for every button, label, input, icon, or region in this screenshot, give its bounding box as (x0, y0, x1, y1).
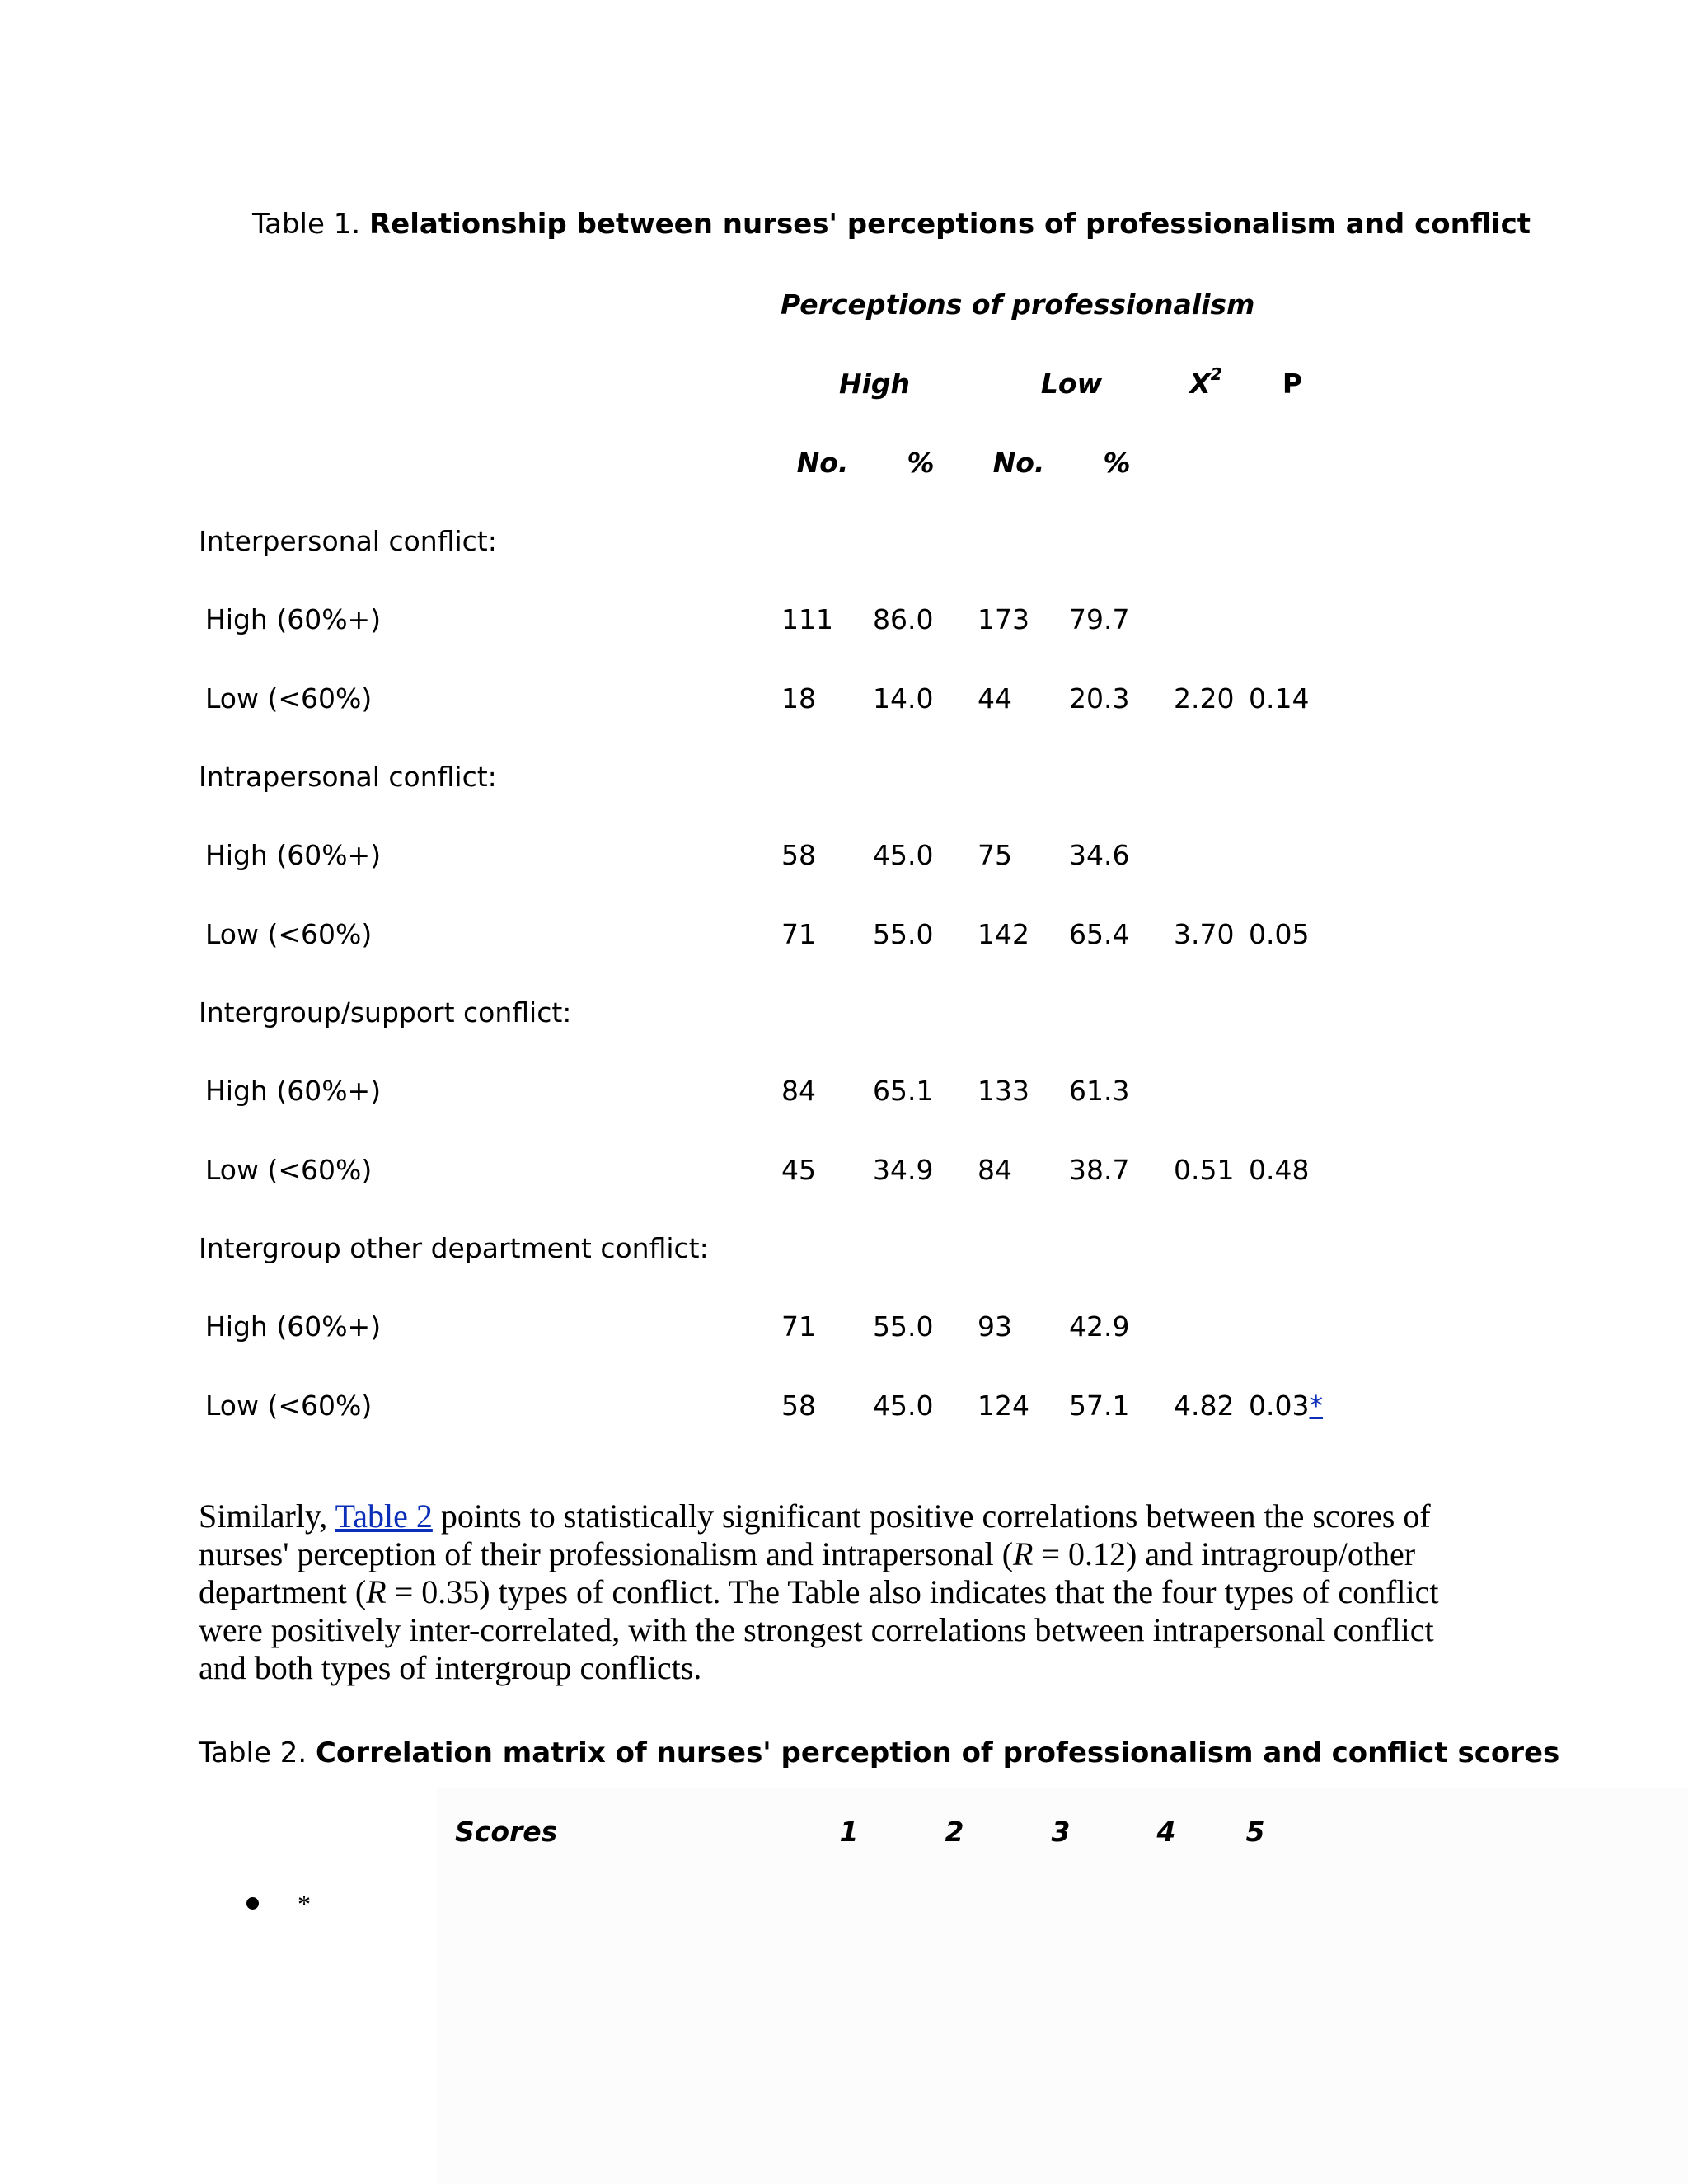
table1-caption (252, 208, 1531, 241)
table2-col-2: 2 (945, 1816, 964, 1848)
header-low-no: No. (992, 447, 1045, 479)
cell-high-no: 111 (781, 603, 833, 635)
table2-scores-header: Scores (455, 1816, 558, 1848)
cell-high-no: 18 (781, 682, 816, 715)
table2-col-4: 4 (1156, 1816, 1176, 1848)
bullet-icon (246, 1897, 259, 1910)
row-label: High (60%+) (205, 1310, 382, 1343)
cell-low-no: 84 (978, 1154, 1012, 1186)
paragraph-line: Similarly, Table 2 points to statistically significant positive correlations between the scores of (199, 1497, 1431, 1535)
table1-label: Table 1. (252, 208, 361, 241)
header-p: P (1282, 368, 1303, 400)
cell-low-no: 173 (978, 603, 1029, 635)
cell-low-no: 75 (978, 839, 1012, 871)
cell-high-pct: 34.9 (873, 1154, 934, 1186)
row-label: Low (<60%) (205, 1154, 373, 1186)
cell-high-pct: 45.0 (873, 839, 934, 871)
table2-col-5: 5 (1245, 1816, 1265, 1848)
cell-high-no: 71 (781, 1310, 816, 1343)
cell-chi: 2.20 (1174, 682, 1235, 715)
row-label: Low (<60%) (205, 682, 373, 715)
table2-title: Correlation matrix of nurses' perception of professionalism and conflict scores (315, 1736, 1560, 1769)
cell-p-value: 0.03 (1249, 1390, 1310, 1422)
section-title: Intrapersonal conflict: (199, 761, 497, 793)
cell-high-pct: 65.1 (873, 1075, 934, 1107)
cell-low-pct: 34.6 (1069, 839, 1130, 871)
cell-p: 0.48 (1249, 1154, 1310, 1186)
cell-chi: 0.51 (1174, 1154, 1235, 1186)
cell-p (1249, 1390, 1323, 1422)
section-title: Intergroup other department conflict: (199, 1232, 709, 1264)
table2-col-3: 3 (1051, 1816, 1071, 1848)
table2-caption (199, 1736, 1559, 1769)
row-label: High (60%+) (205, 603, 382, 635)
cell-low-pct: 61.3 (1069, 1075, 1130, 1107)
cell-low-no: 93 (978, 1310, 1012, 1343)
cell-low-pct: 79.7 (1069, 603, 1130, 635)
cell-high-no: 58 (781, 1390, 816, 1422)
row-label: High (60%+) (205, 1075, 382, 1107)
cell-p: 0.05 (1249, 918, 1310, 950)
section-title: Interpersonal conflict: (199, 525, 497, 557)
significance-footnote-link[interactable]: * (1309, 1390, 1323, 1422)
cell-low-pct: 42.9 (1069, 1310, 1130, 1343)
cell-low-pct: 57.1 (1069, 1390, 1130, 1422)
cell-high-no: 71 (781, 918, 816, 950)
cell-high-pct: 55.0 (873, 918, 934, 950)
cell-high-no: 58 (781, 839, 816, 871)
cell-high-no: 84 (781, 1075, 816, 1107)
table2-col-1: 1 (839, 1816, 859, 1848)
row-label: Low (<60%) (205, 1390, 373, 1422)
footnote-marker: * (298, 1889, 311, 1919)
header-chi-square: $X^2$ (1189, 364, 1222, 400)
cell-low-pct: 38.7 (1069, 1154, 1130, 1186)
cell-high-no: 45 (781, 1154, 816, 1186)
header-high-pct: % (907, 447, 935, 479)
cell-low-pct: 65.4 (1069, 918, 1130, 950)
cell-low-no: 142 (978, 918, 1029, 950)
section-title: Intergroup/support conflict: (199, 996, 572, 1029)
cell-low-pct: 20.3 (1069, 682, 1130, 715)
cell-low-no: 124 (978, 1390, 1029, 1422)
header-high: High (838, 368, 911, 400)
paragraph-line: nurses' perception of their professionalism and intrapersonal (R = 0.12) and intragroup/other (199, 1535, 1416, 1572)
header-high-no: No. (796, 447, 849, 479)
cell-high-pct: 55.0 (873, 1310, 934, 1343)
header-low: Low (1040, 368, 1103, 400)
header-low-pct: % (1103, 447, 1131, 479)
row-label: Low (<60%) (205, 918, 373, 950)
paragraph-line: and both types of intergroup conflicts. (199, 1649, 702, 1686)
cell-p: 0.14 (1249, 682, 1310, 715)
table2-label: Table 2. (199, 1736, 307, 1769)
cell-low-no: 133 (978, 1075, 1029, 1107)
cell-high-pct: 86.0 (873, 603, 934, 635)
table2-link[interactable]: Table 2 (335, 1497, 433, 1535)
cell-high-pct: 45.0 (873, 1390, 934, 1422)
cell-high-pct: 14.0 (873, 682, 934, 715)
row-label: High (60%+) (205, 839, 382, 871)
cell-chi: 4.82 (1174, 1390, 1235, 1422)
table1-group-header: Perceptions of professionalism (781, 288, 1255, 321)
paragraph-line: were positively inter-correlated, with the strongest correlations between intrapersonal conflict (199, 1611, 1434, 1648)
cell-low-no: 44 (978, 682, 1012, 715)
paragraph-line: department (R = 0.35) types of conflict. The Table also indicates that the four types of conflict (199, 1573, 1439, 1610)
body-paragraph (199, 1497, 1460, 1687)
table1-title: Relationship between nurses' perceptions of professionalism and conflict (368, 208, 1531, 241)
cell-chi: 3.70 (1174, 918, 1235, 950)
